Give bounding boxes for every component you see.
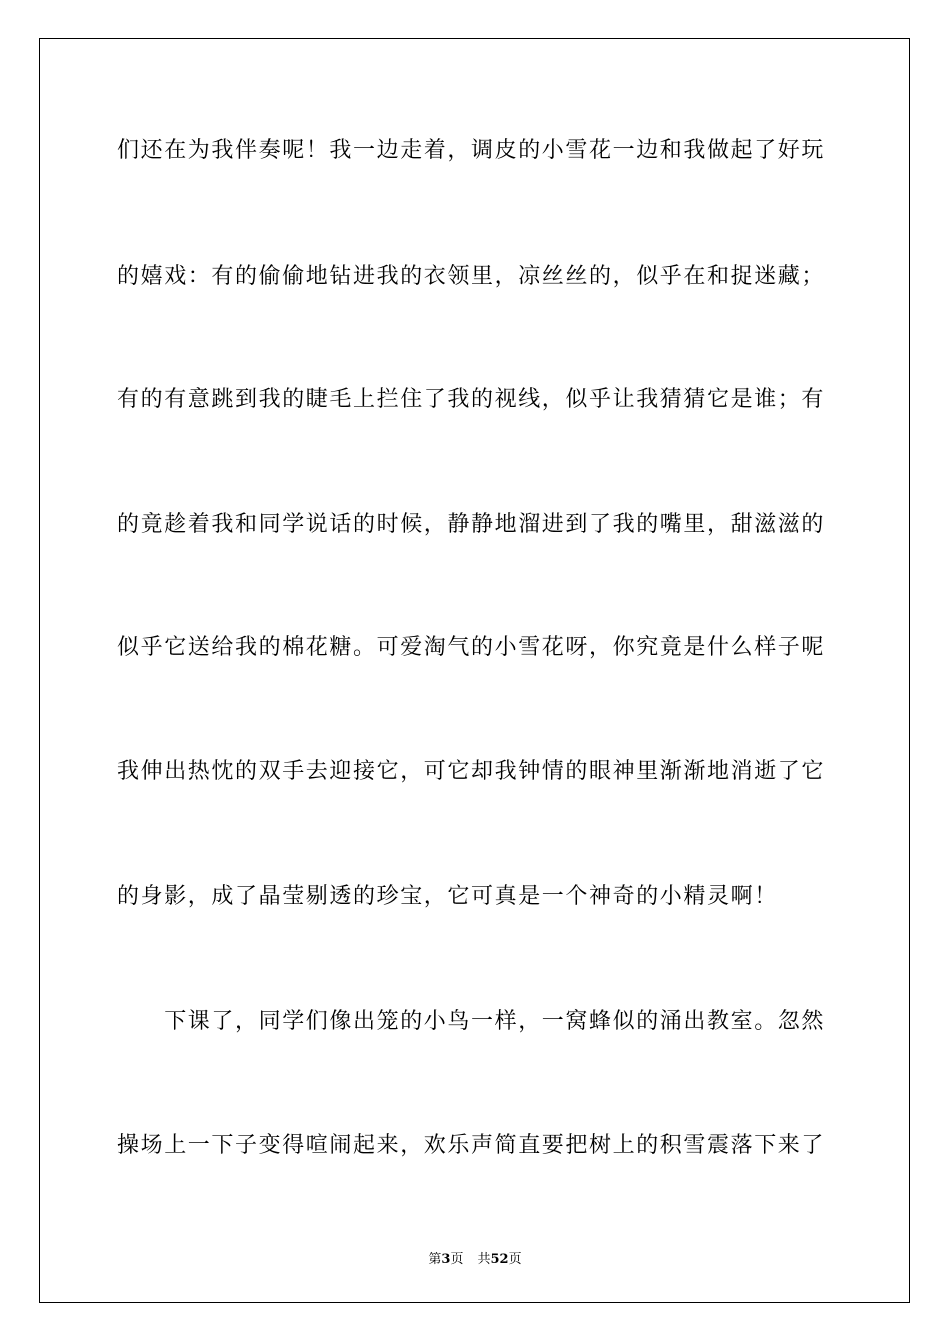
page-footer <box>0 1248 950 1267</box>
total-prefix: 共 <box>477 1252 491 1267</box>
body-line-4: 的竟趁着我和同学说话的时候，静静地溜进到了我的嘴里，甜滋滋的 <box>117 512 826 537</box>
page-suffix: 页 <box>450 1252 464 1267</box>
body-line-5: 似乎它送给我的棉花糖。可爱淘气的小雪花呀，你究竟是什么样子呢 <box>117 635 826 660</box>
body-line-7: 的身影，成了晶莹剔透的珍宝，它可真是一个神奇的小精灵啊！ <box>117 884 778 909</box>
body-line-3: 有的有意跳到我的睫毛上拦住了我的视线，似乎让我猜猜它是谁；有 <box>117 387 826 412</box>
body-line-2: 的嬉戏：有的偷偷地钻进我的衣领里，凉丝丝的，似乎在和捉迷藏； <box>117 264 826 289</box>
body-line-1: 们还在为我伴奏呢！我一边走着，调皮的小雪花一边和我做起了好玩 <box>117 138 826 163</box>
page-border <box>39 38 910 1303</box>
body-line-6: 我伸出热忱的双手去迎接它，可它却我钟情的眼神里渐渐地消逝了它 <box>117 759 826 784</box>
body-line-9: 操场上一下子变得喧闹起来，欢乐声简直要把树上的积雪震落下来了 <box>117 1133 826 1158</box>
total-suffix: 页 <box>508 1252 522 1267</box>
body-line-8: 下课了，同学们像出笼的小鸟一样，一窝蜂似的涌出教室。忽然 <box>117 1009 826 1034</box>
page-prefix: 第 <box>428 1252 442 1267</box>
page-number: 3 <box>441 1252 451 1267</box>
total-pages: 52 <box>490 1252 509 1267</box>
